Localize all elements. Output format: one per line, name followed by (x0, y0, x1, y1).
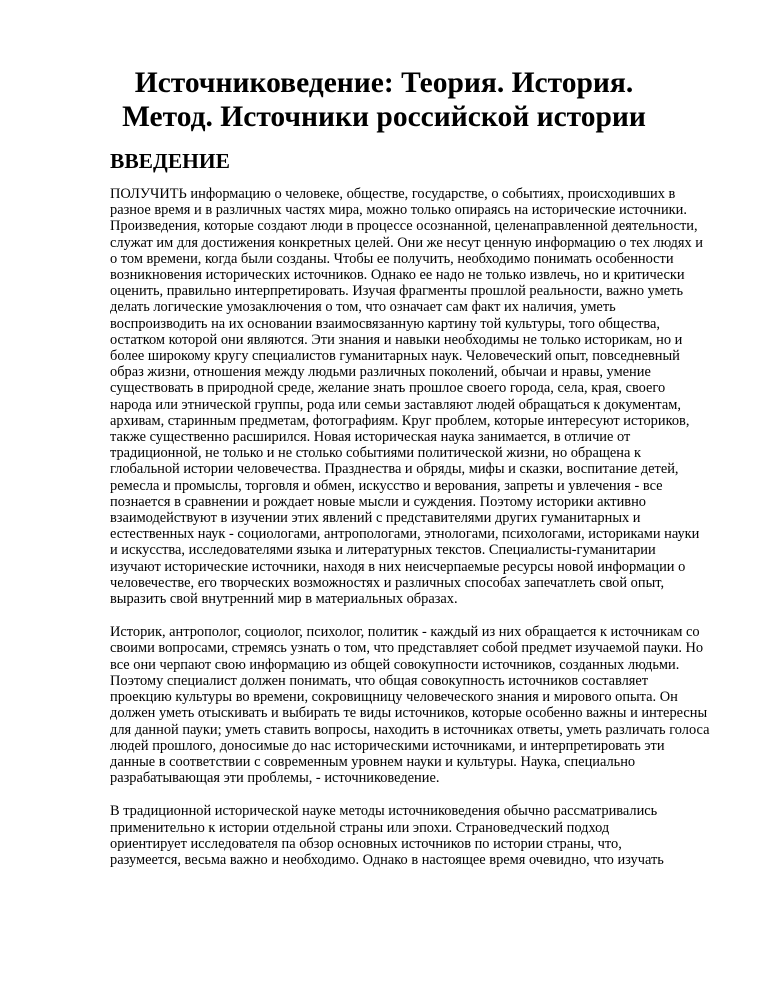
section-heading: ВВЕДЕНИЕ (110, 149, 230, 173)
document-title (110, 66, 658, 134)
paragraph: В традиционной исторической науке методы источниковедения обычно рассматривались применительно к истории отдельной страны или эпохи. Страноведческий подход ориентирует исследователя па обзор основных источников по истории страны, что, разумеется, весьма важно и необходимо. Однако в настоящее время очевидно, что изучать (110, 803, 664, 868)
paragraph: Историк, антрополог, социолог, психолог, политик - каждый из них обращается к источникам со своими вопросами, стремясь узнать о том, что представляет собой предмет изучаемой пауки. Но все они черпают свою информацию из общей совокупности источников, созданных людьми. Поэтому специалист должен понимать, что общая совокупность источников составляет проекцию культуры во времени, сокровищницу человеческого знания и мирового опыта. Он должен уметь отыскивать и выбирать те виды источников, которые особенно важны и интересны для данной пауки; уметь ставить вопросы, находить в источниках ответы, уметь различать голоса людей прошлого, доносимые до нас историческими источниками, и интерпретировать эти данные в соответствии с современным уровнем науки и культуры. Наука, специально разрабатывающая эти проблемы, - источниковедение. (110, 624, 710, 787)
title-line-2: Метод. Источники российской истории (122, 101, 646, 133)
title-line-1: Источниковедение: Теория. История. (134, 67, 634, 99)
paragraph: ПОЛУЧИТЬ информацию о человеке, обществе, государстве, о событиях, происходивших в разное время и в различных частях мира, можно только опираясь на исторические источники. Произведения, которые создают люди в процессе осознанной, целенаправленной деятельности, служат им для достижения конкретных целей. Они же несут ценную информацию о тех людях и о том времени, когда были созданы. Чтобы ее получить, необходимо понимать особенности возникновения исторических источников. Однако ее надо не только извлечь, но и критически оценить, правильно интерпретировать. Изучая фрагменты прошлой реальности, важно уметь делать логические умозаключения о том, что означает сам факт их наличия, уметь воспроизводить на их основании взаимосвязанную картину той культуры, того общества, остатком которой они являются. Эти знания и навыки необходимы не только историкам, но и более широкому кругу специалистов гуманитарных наук. Человеческий опыт, повседневный образ жизни, отношения между людьми различных поколений, обычаи и нравы, умение существовать в природной среде, желание знать прошлое своего города, села, края, своего народа или этнической группы, рода или семьи заставляют людей обращаться к документам, архивам, старинным предметам, фотографиям. Круг проблем, которые интересуют историков, также существенно расширился. Новая историческая наука занимается, в отличие от традиционной, не только и не столько событиями политической жизни, но обращена к глобальной истории человечества. Празднества и обряды, мифы и сказки, воспитание детей, ремесла и промыслы, торговля и обмен, искусство и верования, запреты и увлечения - все познается в сравнении и рождает новые мысли и суждения. Поэтому историки активно взаимодействуют в изучении этих явлений с представителями других гуманитарных и естественных наук - социологами, антропологами, этнологами, психологами, историками науки и искусства, исследователями языка и литературных текстов. Специалисты-гуманитарии изучают исторические источники, находя в них неисчерпаемые ресурсы новой информации о человечестве, его творческих возможностях и различных способах запечатлеть свой опыт, выразить свой внутренний мир в материальных образах. (110, 186, 703, 608)
document-body (110, 186, 710, 885)
